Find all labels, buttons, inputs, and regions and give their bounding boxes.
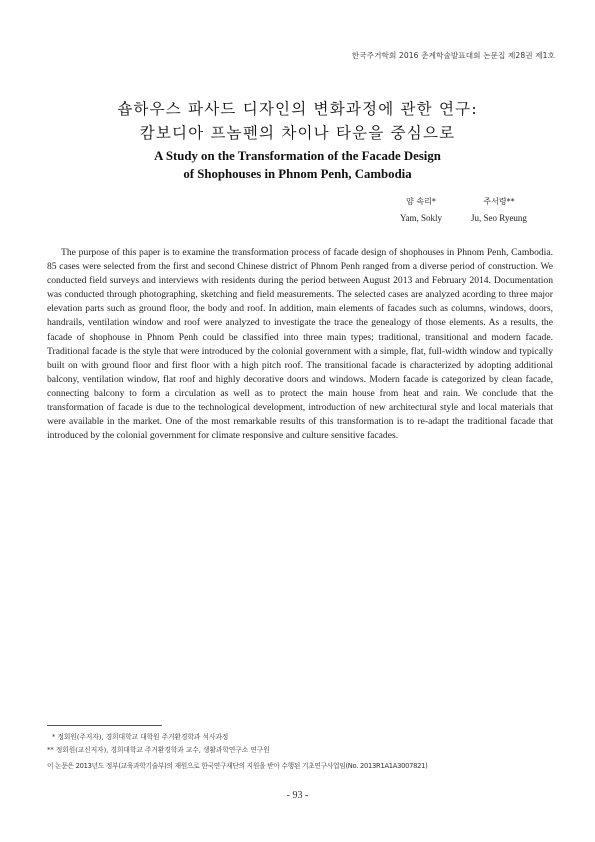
author-1-english-name: Yam, Sokly (399, 213, 443, 223)
author-2 (444, 196, 554, 223)
author-2-english-name: Ju, Seo Ryeung (471, 213, 527, 223)
english-title-line-1: A Study on the Transformation of the Facade Design (154, 149, 441, 163)
running-header: 한국주거학회 2016 춘계학술발표대회 논문집 제28권 제1호 (351, 51, 555, 60)
english-title-line-2: of Shophouses in Phnom Penh, Cambodia (183, 167, 412, 181)
footnote-funding: 이 논문은 2013년도 정부(교육과학기술부)의 재원으로 한국연구재단의 지원을 받아 수행된 기초연구사업임(No. 2013R1A1A3007821) (47, 762, 428, 770)
korean-title-line-1: 숍하우스 파사드 디자인의 변화과정에 관한 연구: (117, 100, 478, 118)
footnote-author-1: * 정회원(주저자), 경희대학교 대학원 주거환경학과 석사과정 (52, 733, 229, 741)
author-1-korean-name: 얌 속리* (406, 197, 436, 206)
footnote-divider (47, 725, 162, 726)
author-2-korean-name: 주서령** (483, 197, 515, 206)
page-number: - 93 - (286, 790, 309, 801)
footnote-author-2: ** 정회원(교신저자), 경희대학교 주거환경학과 교수, 생활과학연구소 연구원 (47, 746, 270, 754)
abstract-paragraph: The purpose of this paper is to examine the transformation process of facade design of shophouses in Phnom Penh, Cambodia. 85 cases were selected from the first and second Chinese district of Phnom Penh ranged from a diverse period of construction. We conducted field surveys and interviews with residents during the period between August 2013 and February 2014. Documentation was conducted through photographing, sketching and field measurements. The selected cases are analyzed acording to three major elevation parts such as ground floor, the body and roof. In addition, main elements of facades such as columns, windows, doors, handrails, ventilation window and roof were analyzed to investigate the trace the genealogy of those elements. As a results, the facade of shophouse in Phnom Penh could be classified into three main types; traditional, transitional and modern facade. Traditional facade is the style that were introduced by the colonial government with a simple, flat, full-width window and typically built on with ground floor and first floor with a high pitch roof. The transitional facade is characterized by adopting additional balcony, ventilation window, flat roof and highly decorative doors and windows. Modern facade is categorized by clean facade, connecting balcony to form a circulation as well as to protect the main house from heat and rain. We conclude that the transformation of facade is due to the technological development, introduction of new architectural style and local materials that were available in the market. One of the most remarkable results of this transformation is to re-adapt the traditional facade that introduced by the colonial government for climate responsive and culture sensitive facades. (47, 247, 553, 442)
korean-title-line-2: 캄보디아 프놈펜의 차이나 타운을 중심으로 (139, 124, 456, 142)
